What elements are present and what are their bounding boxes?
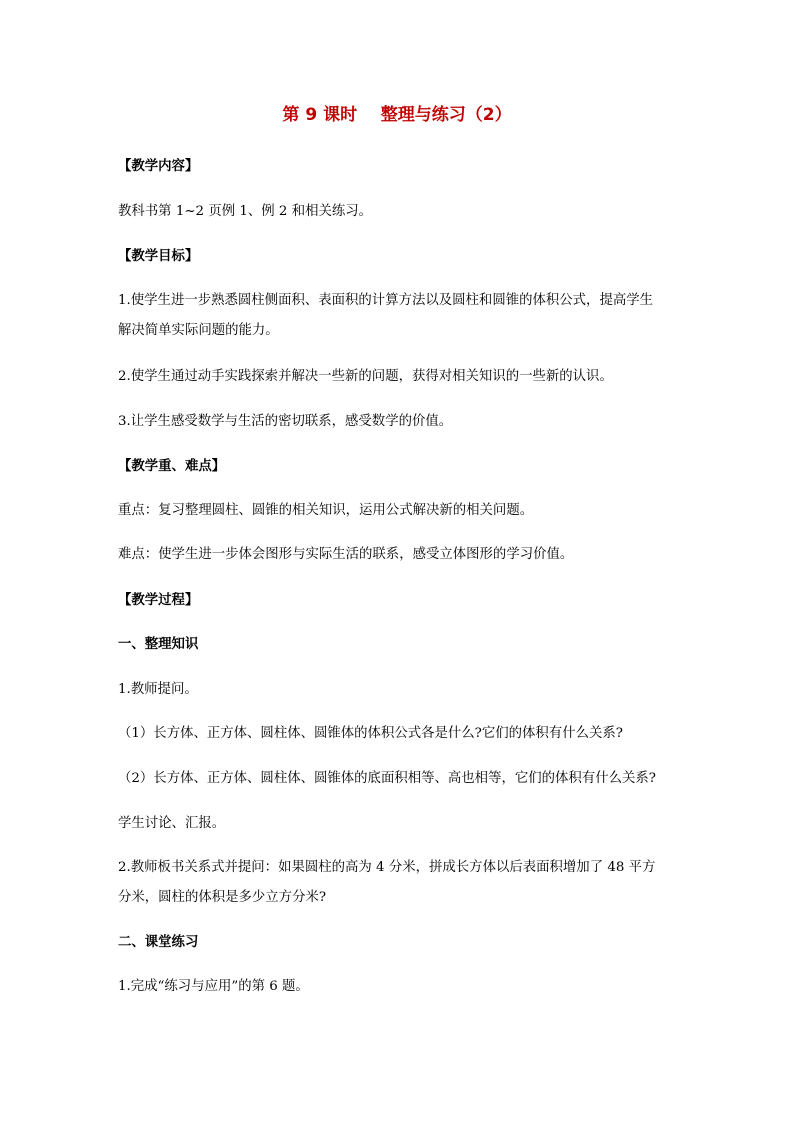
goal-1-line-2: 解决简单实际问题的能力。 (118, 323, 279, 338)
goal-3: 3.让学生感受数学与生活的密切联系，感受数学的价值。 (118, 414, 453, 429)
section-heading-process: 【教学过程】 (118, 593, 199, 608)
difficulty-point: 难点：使学生进一步体会图形与实际生活的联系，感受立体图形的学习价值。 (118, 547, 574, 562)
section-heading-keypoints: 【教学重、难点】 (118, 459, 226, 474)
process-item-2-line-1: 2.教师板书关系式并提问：如果圆柱的高为 4 分米，拼成长方体以后表面积增加了 48 平方 (118, 860, 656, 875)
practice-item-1: 1.完成“练习与应用”的第 6 题。 (118, 979, 309, 994)
question-1: （1）长方体、正方体、圆柱体、圆锥体的体积公式各是什么?它们的体积有什么关系? (118, 726, 623, 741)
key-point: 重点：复习整理圆柱、圆锥的相关知识，运用公式解决新的相关问题。 (118, 503, 534, 518)
page-title: 第 9 课时 整理与练习（2） (282, 105, 512, 125)
part-1-heading: 一、整理知识 (118, 637, 199, 652)
process-item-2-line-2: 分米，圆柱的体积是多少立方分米? (118, 890, 327, 905)
question-2: （2）长方体、正方体、圆柱体、圆锥体的底面积相等、高也相等，它们的体积有什么关系? (118, 771, 656, 786)
part-2-heading: 二、课堂练习 (118, 935, 199, 950)
section-heading-goals: 【教学目标】 (118, 249, 199, 264)
goal-2: 2.使学生通过动手实践探索并解决一些新的问题，获得对相关知识的一些新的认识。 (118, 369, 613, 384)
discussion-text: 学生讨论、汇报。 (118, 816, 226, 831)
content-text: 教科书第 1~2 页例 1、例 2 和相关练习。 (118, 204, 373, 219)
process-item-1: 1.教师提问。 (118, 682, 198, 697)
goal-1-line-1: 1.使学生进一步熟悉圆柱侧面积、表面积的计算方法以及圆柱和圆锥的体积公式，提高学生 (118, 293, 654, 308)
section-heading-content: 【教学内容】 (118, 159, 199, 174)
